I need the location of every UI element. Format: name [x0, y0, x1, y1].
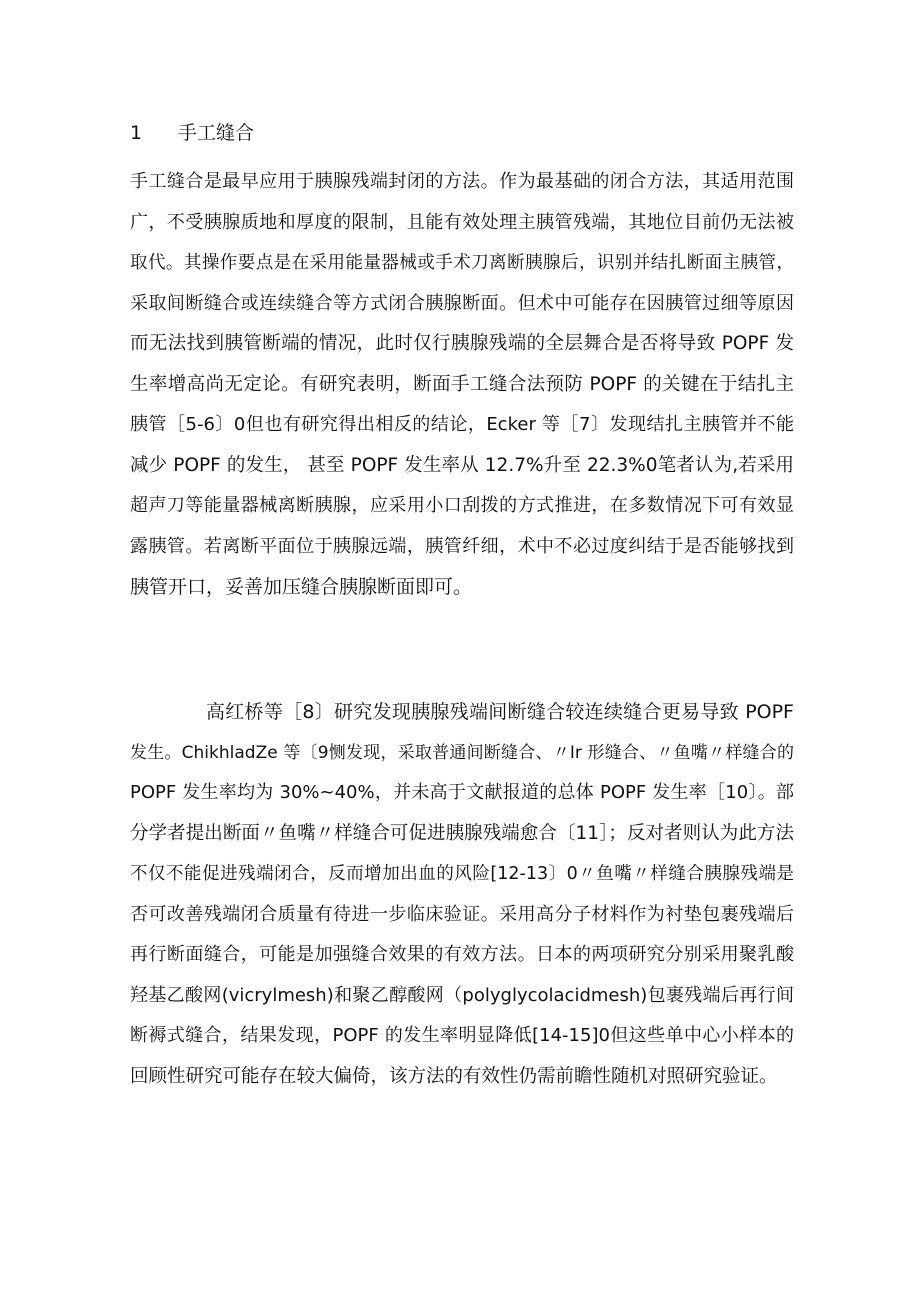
paragraph-line: 采取间断缝合或连续缝合等方式闭合胰腺断面。但术中可能存在因胰管过细等原因 — [130, 292, 794, 314]
paragraph-line: 断褥式缝合，结果发现，POPF 的发生率明显降低[14-15]0但这些单中心小样本的 — [130, 1025, 794, 1046]
paragraph-1 — [130, 162, 794, 608]
paragraph-line: 手工缝合是最早应用于胰腺残端封闭的方法。作为最基础的闭合方法，其适用范围 — [130, 171, 794, 192]
paragraph-line: 露胰管。若离断平面位于胰腺远端，胰管纤细，术中不必过度纠结于是否能够找到 — [130, 535, 794, 557]
paragraph-line: 广，不受胰腺质地和厚度的限制，且能有效处理主胰管残端，其地位目前仍无法被 — [130, 211, 794, 233]
paragraph-2 — [130, 692, 794, 1097]
paragraph-line: 胰管［5-6〕0但也有研究得出相反的结论，Ecker 等［7〕发现结扎主胰管并不能 — [130, 414, 794, 435]
paragraph-line: 再行断面缝合，可能是加强缝合效果的有效方法。日本的两项研究分别采用聚乳酸 — [130, 944, 794, 965]
paragraph-line: 回顾性研究可能存在较大偏倚，该方法的有效性仍需前瞻性随机对照研究验证。 — [130, 1065, 778, 1087]
paragraph-line: 胰管开口，妥善加压缝合胰腺断面即可。 — [130, 576, 473, 598]
section-heading — [130, 118, 254, 148]
paragraph-line: 超声刀等能量器械离断胰腺，应采用小口刮拨的方式推进，在多数情况下可有效显 — [130, 495, 794, 516]
paragraph-line: 发生。ChikhladZe 等〔9恻发现，采取普通间断缝合、〃Ir 形缝合、〃鱼嘴〃样缝合的 — [130, 742, 794, 763]
paragraph-line: 不仅不能促进残端闭合，反而增加出血的风险[12-13〕0〃鱼嘴〃样缝合胰腺残端是 — [130, 864, 794, 884]
section-number: 1 — [130, 122, 143, 144]
paragraph-line: 减少 POPF 的发生， 甚至 POPF 发生率从 12.7%升至 22.3%0笔者认为,若采用 — [130, 454, 794, 476]
paragraph-line: POPF 发生率均为 30%~40%，并未高于文献报道的总体 POPF 发生率［10〕。部 — [130, 782, 794, 803]
paragraph-line: 羟基乙酸网(vicrylmesh)和聚乙醇酸网（polyglycolacidmesh)包裹残端后再行间 — [130, 984, 794, 1006]
paragraph-line: 而无法找到胰管断端的情况，此时仅行胰腺残端的全层舞合是否将导致 POPF 发 — [130, 333, 794, 354]
paragraph-line: 分学者提出断面〃鱼嘴〃样缝合可促进胰腺残端愈合〔11］；反对者则认为此方法 — [130, 822, 794, 844]
paragraph-line: 取代。其操作要点是在采用能量器械或手术刀离断胰腺后，识别并结扎断面主胰管， — [130, 253, 794, 273]
paragraph-line: 否可改善残端闭合质量有待进一步临床验证。采用高分子材料作为衬垫包裹残端后 — [130, 903, 794, 925]
paragraph-line: 生率增高尚无定论。有研究表明，断面手工缝合法预防 POPF 的关键在于结扎主 — [130, 373, 794, 395]
paragraph-line: 高红桥等［8〕研究发现胰腺残端间断缝合较连续缝合更易导致 POPF — [206, 701, 794, 723]
section-title: 手工缝合 — [178, 122, 255, 144]
